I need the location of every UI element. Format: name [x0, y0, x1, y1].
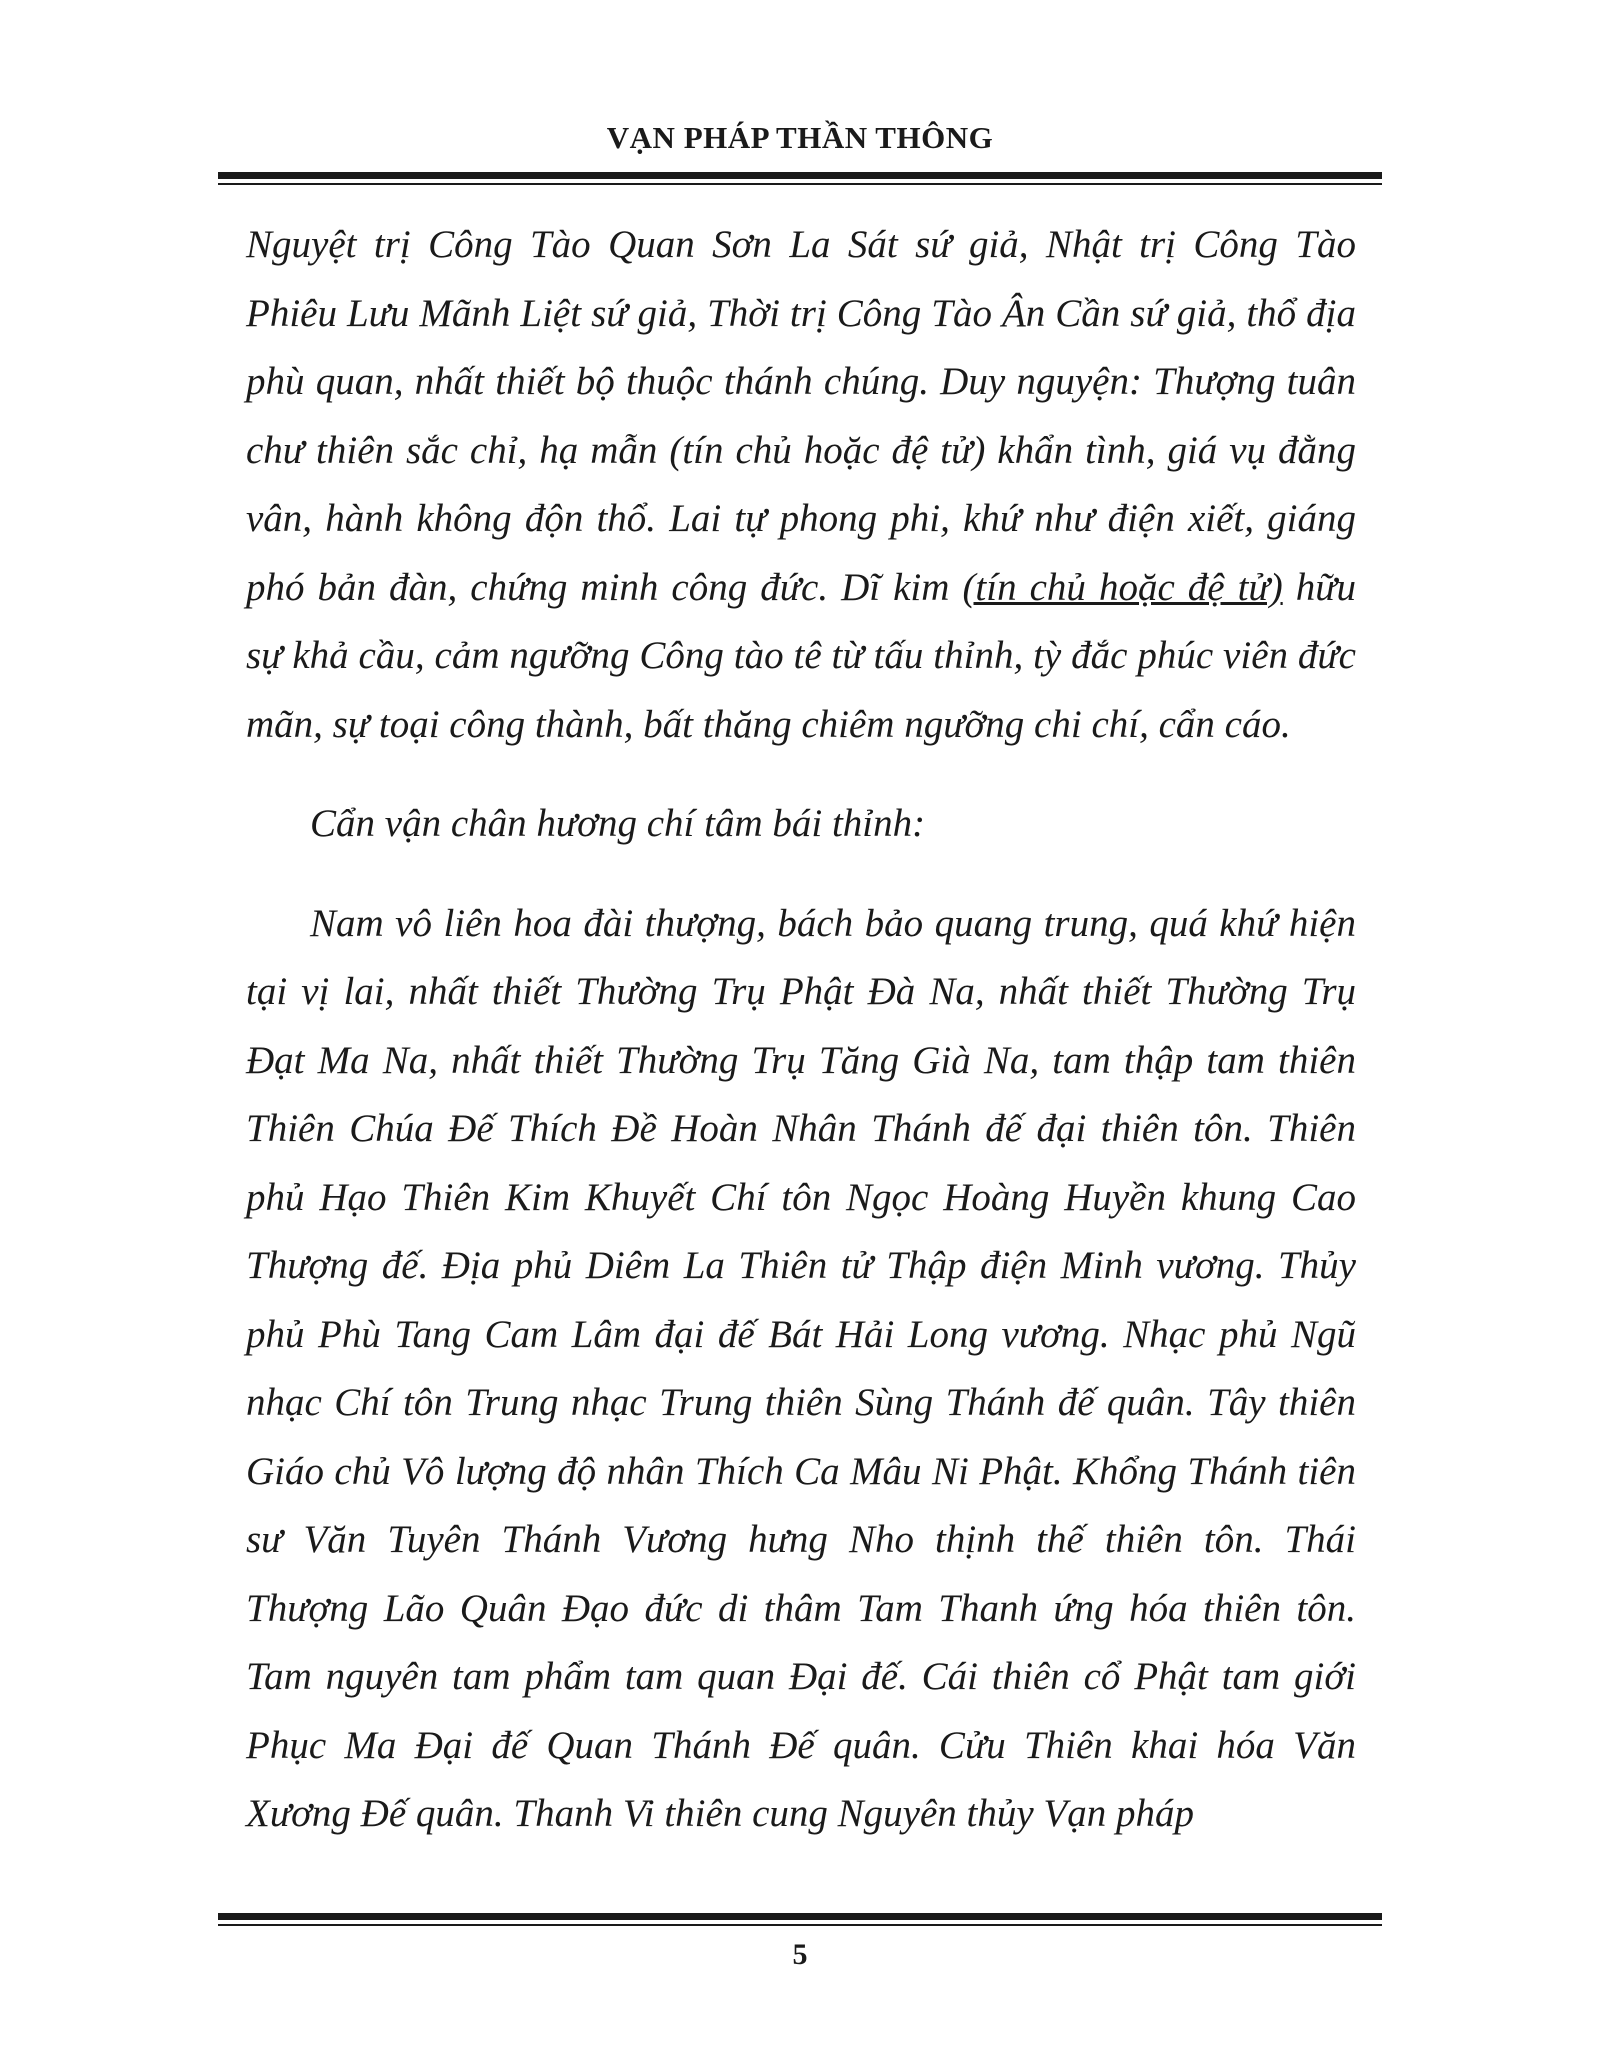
paragraph-invocation-part-1: Nguyệt trị Công Tào Quan Sơn La Sát sứ giả, Nhật trị Công Tào Phiêu Lưu Mãnh Liệt sứ giả, Thời trị Công Tào Ân Cần sứ giả, thổ địa phù quan, nhất thiết bộ thuộc thánh chúng. Duy nguyện: Thượng tuân chư thiên sắc chỉ, hạ mẫn (tín chủ hoặc đệ tử) khẩn tình, giá vụ đằng vân, hành không độn thổ. Lai tự phong phi, khứ như điện xiết, giáng phó bản đàn, chứng minh công đức. Dĩ kim: [246, 223, 1356, 609]
page-number: 5: [792, 1938, 808, 1971]
paragraph-invocation-part-2: hữu sự khả cầu, cảm ngưỡng Công tào tê từ tấu thỉnh, tỳ đắc phúc viên đức mãn, sự toại công thành, bất thăng chiêm ngưỡng chi chí, cẩn cáo.: [246, 565, 1356, 746]
underlined-placeholder: (tín chủ hoặc đệ tử): [962, 565, 1283, 609]
body-text: [246, 211, 1356, 1849]
header-rule: [218, 172, 1382, 185]
paragraph-deity-list: Nam vô liên hoa đài thượng, bách bảo quang trung, quá khứ hiện tại vị lai, nhất thiết Thường Trụ Phật Đà Na, nhất thiết Thường Trụ Đạt Ma Na, nhất thiết Thường Trụ Tăng Già Na, tam thập tam thiên Thiên Chúa Đế Thích Đề Hoàn Nhân Thánh đế đại thiên tôn. Thiên phủ Hạo Thiên Kim Khuyết Chí tôn Ngọc Hoàng Huyền khung Cao Thượng đế. Địa phủ Diêm La Thiên tử Thập điện Minh vương. Thủy phủ Phù Tang Cam Lâm đại đế Bát Hải Long vương. Nhạc phủ Ngũ nhạc Chí tôn Trung nhạc Trung thiên Sùng Thánh đế quân. Tây thiên Giáo chủ Vô lượng độ nhân Thích Ca Mâu Ni Phật. Khổng Thánh tiên sư Văn Tuyên Thánh Vương hưng Nho thịnh thế thiên tôn. Thái Thượng Lão Quân Đạo đức di thâm Tam Thanh ứng hóa thiên tôn. Tam nguyên tam phẩm tam quan Đại đế. Cái thiên cổ Phật tam giới Phục Ma Đại đế Quan Thánh Đế quân. Cửu Thiên khai hóa Văn Xương Đế quân. Thanh Vi thiên cung Nguyên thủy Vạn pháp: [246, 901, 1356, 1835]
paragraph-incense-offering: Cẩn vận chân hương chí tâm bái thỉnh:: [310, 802, 926, 845]
paragraph-invocation: [246, 211, 1356, 759]
running-header: VẠN PHÁP THẦN THÔNG: [606, 120, 994, 155]
footer-rule: [218, 1913, 1382, 1926]
